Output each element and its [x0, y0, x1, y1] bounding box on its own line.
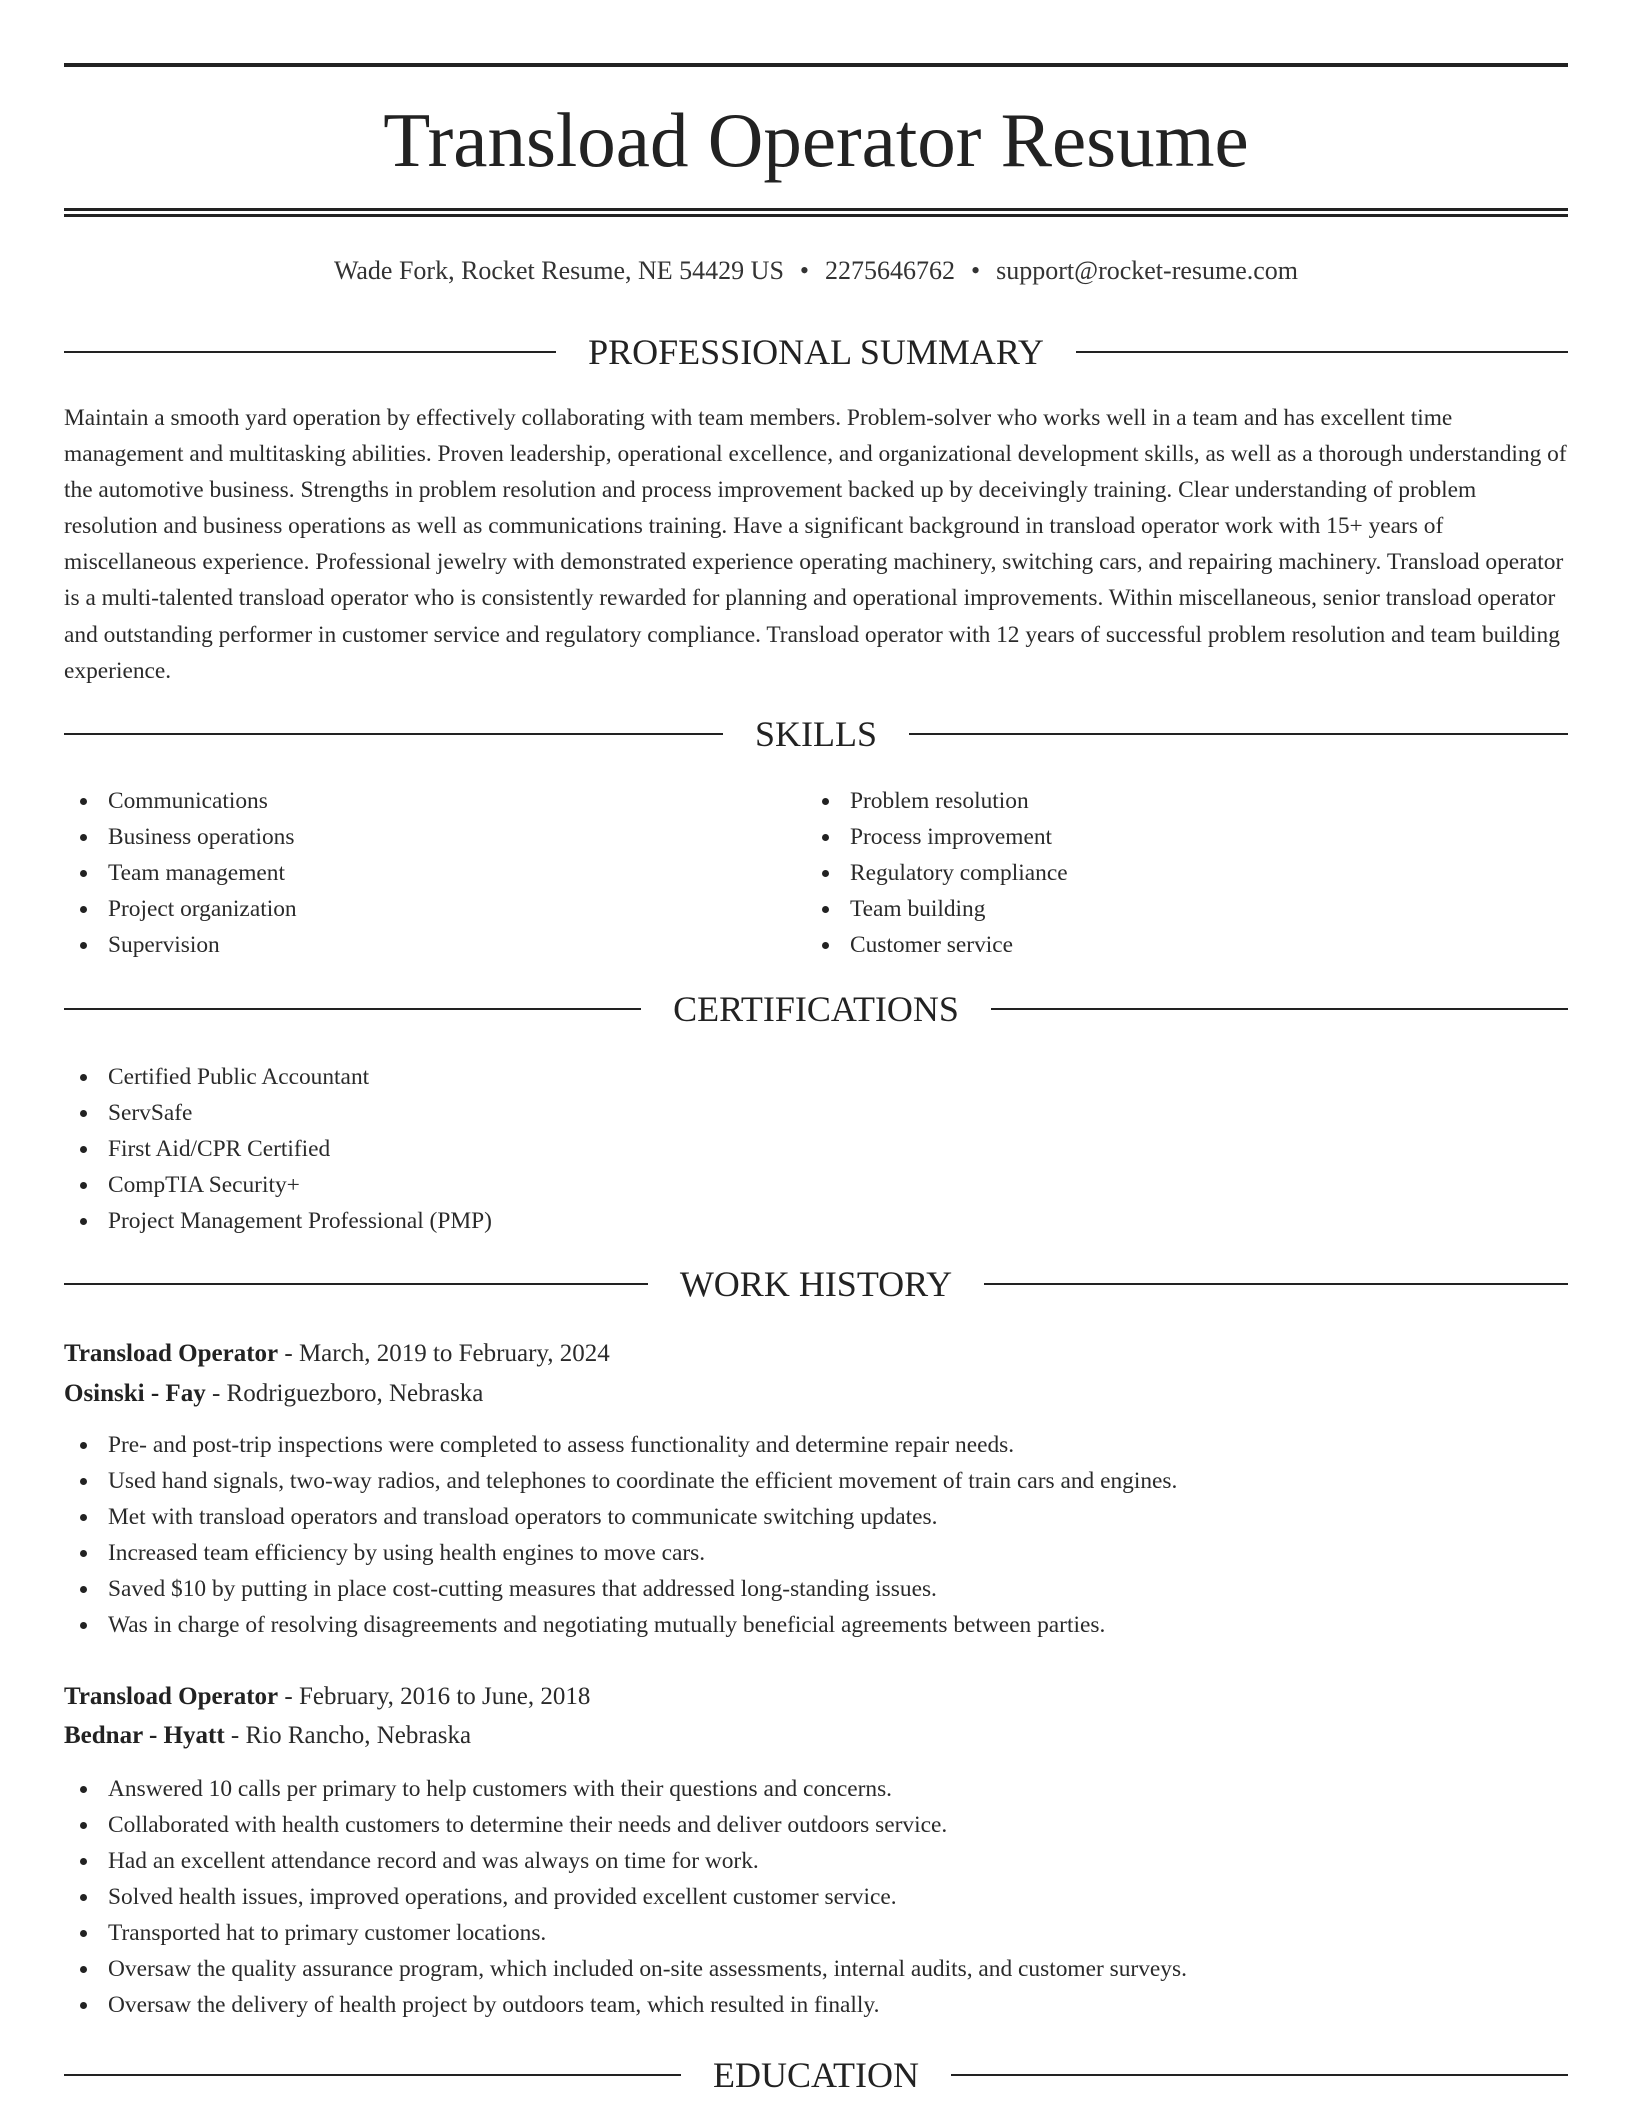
skill-item: Business operations	[64, 819, 764, 855]
section-heading-label: WORK HISTORY	[679, 1264, 953, 1304]
job-company-line	[64, 1374, 1568, 1414]
job-duty-item: Had an excellent attendance record and was always on time for work.	[64, 1843, 1568, 1879]
job-duty-item: Saved $10 by putting in place cost-cutting measures that addressed long-standing issues.	[64, 1571, 1568, 1607]
job-duty-item: Oversaw the delivery of health project by outdoors team, which resulted in finally.	[64, 1987, 1568, 2023]
skill-item: Team management	[64, 855, 764, 891]
section-heading-certifications	[64, 987, 1568, 1031]
section-heading-summary	[64, 330, 1568, 374]
skill-item: Team building	[806, 891, 1506, 927]
heading-rule-right	[951, 2074, 1568, 2076]
skills-list-right	[806, 783, 1506, 963]
job-title: Transload Operator	[64, 1340, 279, 1367]
certification-item: Certified Public Accountant	[64, 1059, 1568, 1095]
contact-separator: •	[971, 256, 981, 285]
job-title-line	[64, 1334, 1568, 1374]
certifications-list	[64, 1059, 1568, 1239]
job-dates: - March, 2019 to February, 2024	[278, 1340, 610, 1367]
skill-item: Problem resolution	[806, 783, 1506, 819]
job-dates: - February, 2016 to June, 2018	[278, 1683, 591, 1710]
contact-phone: 2275646762	[825, 256, 956, 285]
job-duty-item: Increased team efficiency by using health engines to move cars.	[64, 1535, 1568, 1571]
certification-item: CompTIA Security+	[64, 1167, 1568, 1203]
job-duty-item: Collaborated with health customers to determine their needs and deliver outdoors service.	[64, 1807, 1568, 1843]
resume-title: Transload Operator Resume	[383, 97, 1249, 183]
heading-rule-left	[64, 2074, 681, 2076]
contact-address: Wade Fork, Rocket Resume, NE 54429 US	[333, 256, 784, 285]
job-duties-list	[64, 1427, 1568, 1643]
skill-item: Communications	[64, 783, 764, 819]
job-duties-list	[64, 1771, 1568, 2023]
section-heading-label: SKILLS	[755, 714, 878, 754]
section-heading-label: EDUCATION	[713, 2055, 919, 2095]
job-duty-item: Was in charge of resolving disagreements and negotiating mutually beneficial agreements between parties.	[64, 1607, 1568, 1643]
contact-email[interactable]: support@rocket-resume.com	[996, 256, 1299, 285]
skill-item: Supervision	[64, 927, 764, 963]
heading-rule-right	[991, 1008, 1568, 1010]
summary-text: Maintain a smooth yard operation by effectively collaborating with team members. Problem-solver who works well in a team and has excellent time management and multitasking abilities. Proven leadership, operational excellence, and organizational development skills, as well as a thorough understanding of the automotive business. Strengths in problem resolution and process improvement backed up by deceivingly training. Clear understanding of problem resolution and business operations as well as communications training. Have a significant background in transload operator work with 15+ years of miscellaneous experience. Professional jewelry with demonstrated experience operating machinery, switching cars, and repairing machinery. Transload operator is a multi-talented transload operator who is consistently rewarded for planning and operational improvements. Within miscellaneous, senior transload operator and outstanding performer in customer service and regulatory compliance. Transload operator with 12 years of successful problem resolution and team building experience.	[64, 405, 1567, 684]
skill-item: Process improvement	[806, 819, 1506, 855]
heading-rule-left	[64, 351, 556, 353]
skill-item: Project organization	[64, 891, 764, 927]
certification-item: First Aid/CPR Certified	[64, 1131, 1568, 1167]
job-company-line	[64, 1716, 1568, 1756]
heading-rule-left	[64, 1283, 648, 1285]
job-duty-item: Pre- and post-trip inspections were completed to assess functionality and determine repair needs.	[64, 1427, 1568, 1463]
job-location: - Rodriguezboro, Nebraska	[205, 1380, 484, 1407]
section-heading-label: PROFESSIONAL SUMMARY	[588, 332, 1044, 372]
heading-rule-left	[64, 733, 723, 735]
certification-item: Project Management Professional (PMP)	[64, 1203, 1568, 1239]
heading-rule-right	[909, 733, 1568, 735]
skill-item: Customer service	[806, 927, 1506, 963]
job-duty-item: Met with transload operators and transload operators to communicate switching updates.	[64, 1499, 1568, 1535]
heading-rule-right	[984, 1283, 1568, 1285]
section-heading-skills	[64, 712, 1568, 756]
job-location: - Rio Rancho, Nebraska	[224, 1722, 472, 1749]
contact-line	[64, 254, 1568, 288]
skills-list-left	[64, 783, 764, 963]
skills-column-left	[64, 783, 764, 963]
job-duty-item: Oversaw the quality assurance program, which included on-site assessments, internal audits, and customer surveys.	[64, 1951, 1568, 1987]
job-company: Osinski - Fay	[64, 1380, 206, 1407]
job-duty-item: Answered 10 calls per primary to help customers with their questions and concerns.	[64, 1771, 1568, 1807]
heading-rule-left	[64, 1008, 641, 1010]
header-double-rule	[64, 208, 1568, 217]
job-company: Bednar - Hyatt	[64, 1722, 225, 1749]
job-title-line	[64, 1677, 1568, 1717]
job-duty-item: Used hand signals, two-way radios, and telephones to coordinate the efficient movement of train cars and engines.	[64, 1463, 1568, 1499]
section-heading-education	[64, 2053, 1568, 2097]
job-title: Transload Operator	[64, 1683, 279, 1710]
section-heading-label: CERTIFICATIONS	[673, 989, 959, 1029]
header-top-rule	[64, 63, 1568, 67]
contact-separator: •	[799, 256, 810, 285]
job-duty-item: Transported hat to primary customer locations.	[64, 1915, 1568, 1951]
section-heading-work-history	[64, 1262, 1568, 1306]
skill-item: Regulatory compliance	[806, 855, 1506, 891]
job-duty-item: Solved health issues, improved operations, and provided excellent customer service.	[64, 1879, 1568, 1915]
certification-item: ServSafe	[64, 1095, 1568, 1131]
heading-rule-right	[1076, 351, 1568, 353]
skills-column-right	[806, 783, 1506, 963]
